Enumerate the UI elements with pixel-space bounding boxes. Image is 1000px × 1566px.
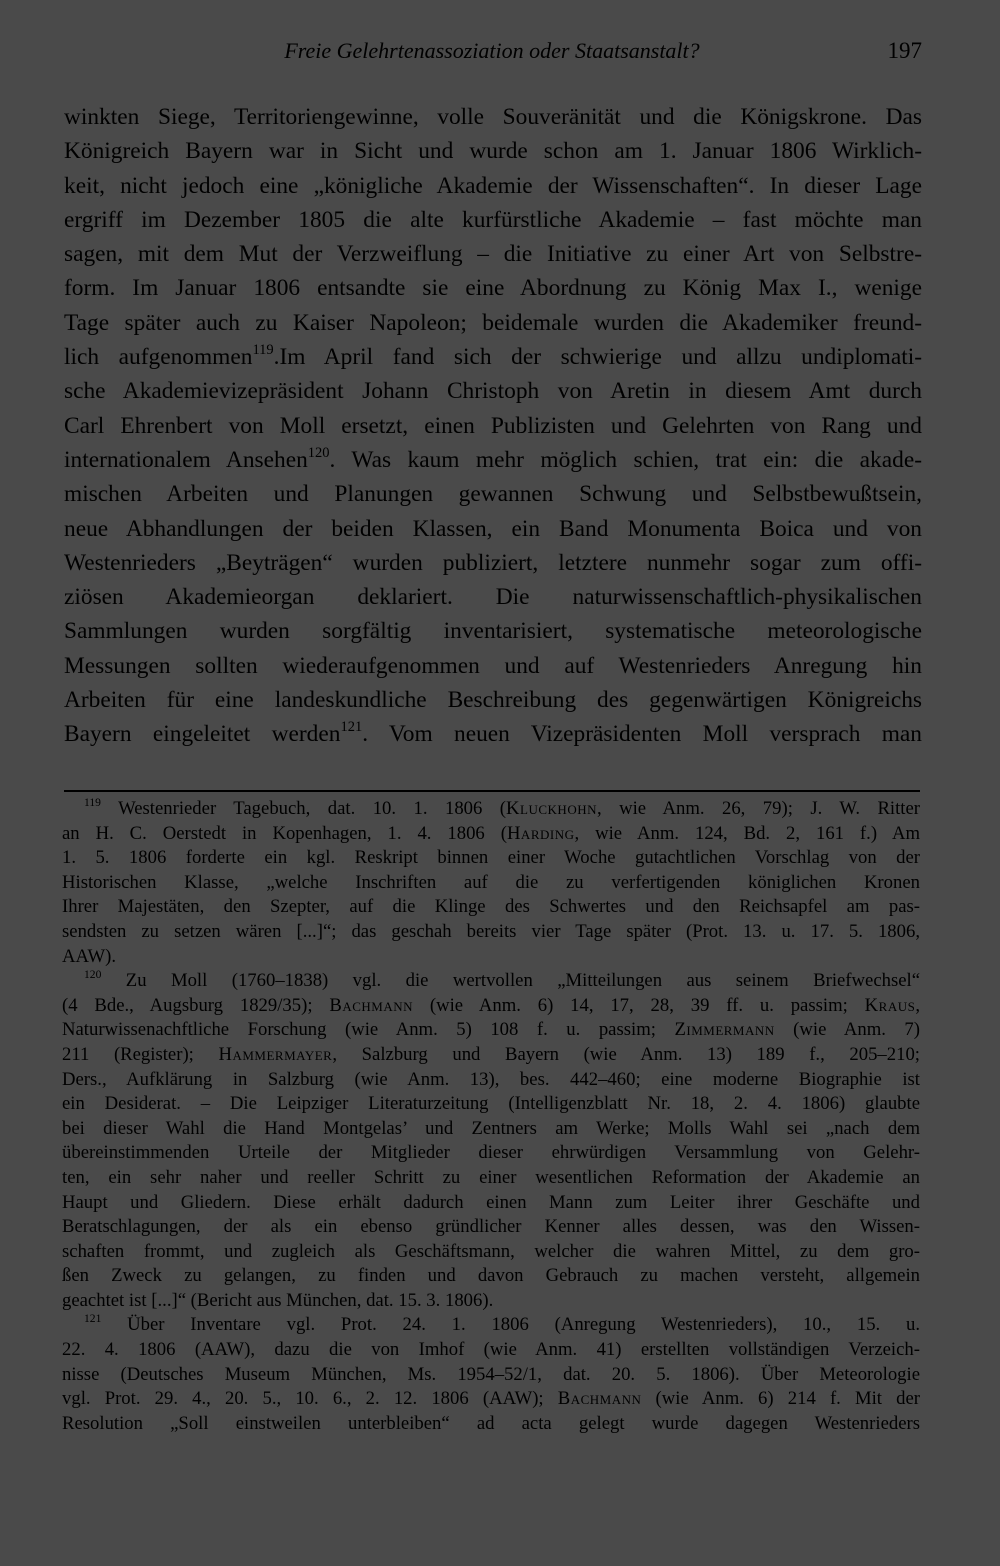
text-line <box>64 717 922 751</box>
footnotes <box>62 797 920 1436</box>
footnote-line: Resolution „Soll einstweilen unterbleiben“ ad acta gelegt wurde dagegen Westenrieders <box>62 1412 920 1434</box>
page-number: 197 <box>887 38 922 63</box>
text-line: Sammlungen wurden sorgfältig inventarisiert, systematische meteorologische <box>64 618 922 645</box>
footnote-line: 22. 4. 1806 (AAW), dazu die von Imhof (wie Anm. 41) erstellten vollständigen Verzeich- <box>62 1339 920 1361</box>
text-fragment: internationalem Ansehen <box>64 446 308 473</box>
footnote-text: Naturwissenachftliche Forschung (wie Anm. 5) 108 f. u. passim; <box>62 1019 675 1041</box>
text-line: sagen, mit dem Mut der Verzweiflung – die Initiative zu einer Art von Selbstre- <box>64 241 922 268</box>
text-line: form. Im Januar 1806 entsandte sie eine Abordnung zu König Max I., wenige <box>64 275 922 302</box>
footnote-text: , Salzburg und Bayern (wie Anm. 13) 189 f., 205–210; <box>332 1043 920 1065</box>
footnote-line <box>62 1313 920 1338</box>
text-line: winkten Siege, Territoriengewinne, volle Souveränität und die Königskrone. Das <box>64 104 922 130</box>
footnote-line: Ihrer Majestäten, den Szepter, auf die Klinge des Schwertes und den Reichsapfel am pas- <box>62 896 920 918</box>
footnote-line: schaften frommt, und zugleich als Geschäftsmann, welcher die wahren Mittel, zu dem gro- <box>62 1240 920 1262</box>
text-fragment: lich aufgenommen <box>64 344 253 371</box>
footnote-text: an H. C. Oerstedt in Kopenhagen, 1. 4. 1806 ( <box>62 822 507 844</box>
text-line: Carl Ehrenbert von Moll ersetzt, einen Publizisten und Gelehrten von Rang und <box>64 412 922 439</box>
text-fragment: . Vom neuen Vizepräsidenten Moll versprach man <box>362 721 922 748</box>
footnote-text: , <box>915 994 921 1016</box>
footnote-line: geachtet ist [...]“ (Bericht aus München, dat. 15. 3. 1806). <box>62 1289 494 1311</box>
footnote-line: Ders., Aufklärung in Salzburg (wie Anm. 13), bes. 442–460; eine moderne Biographie ist <box>62 1068 920 1090</box>
footnote-line <box>62 994 920 1019</box>
text-line: mischen Arbeiten und Planungen gewannen Schwung und Selbstbewußtsein, <box>64 481 922 508</box>
page-header <box>62 34 922 68</box>
footnote-ref[interactable]: 121 <box>340 719 363 736</box>
footnote-text: (4 Bde., Augsburg 1829/35); <box>62 994 330 1016</box>
footnote-number: 120 <box>84 967 102 981</box>
footnote-text: , wie Anm. 124, Bd. 2, 161 f.) Am <box>574 822 920 844</box>
footnote-line: Historischen Klasse, „welche Inschriften auf die zu verfertigenden königlichen Kronen <box>62 871 920 893</box>
author-name: Bachmann <box>329 994 414 1016</box>
footnote-ref[interactable]: 119 <box>252 341 274 358</box>
footnote-line <box>62 969 920 994</box>
text-line: Arbeiten für eine landeskundliche Beschreibung des gegenwärtigen Königreichs <box>64 687 922 714</box>
text-line: keit, nicht jedoch eine „königliche Akademie der Wissenschaften“. In dieser Lage <box>64 172 922 199</box>
footnote-text: (wie Anm. 7) <box>774 1019 920 1041</box>
footnote-ref[interactable]: 120 <box>307 444 330 461</box>
text-line <box>64 443 922 477</box>
footnote-line <box>62 1018 920 1043</box>
author-name: Kluckhohn <box>506 798 597 819</box>
footnote-line: Beratschlagungen, der als ein ebenso gründlicher Kenner alles dessen, was den Wissen- <box>62 1216 920 1238</box>
text-fragment: Bayern eingeleitet werden <box>64 721 341 748</box>
footnote-line: ten, ein sehr naher und reeller Schritt zu einer wesentlichen Reformation der Akademie an <box>62 1166 920 1188</box>
author-name: Harding <box>506 822 575 844</box>
footnote-line <box>62 822 920 847</box>
footnote-line <box>62 1043 920 1068</box>
footnote-number: 119 <box>84 795 101 809</box>
text-fragment: .Im April fand sich der schwierige und allzu undiplomati- <box>273 344 922 371</box>
footnote-line: AAW). <box>62 945 117 967</box>
author-name: Zimmermann <box>674 1019 775 1041</box>
footnote-line: 1. 5. 1806 forderte ein kgl. Reskript binnen einer Woche gutachtlichen Vorschlag von der <box>62 847 920 869</box>
text-line <box>64 340 922 374</box>
text-line: Königreich Bayern war in Sicht und wurde schon am 1. Januar 1806 Wirklich- <box>64 138 922 165</box>
footnote-line: sendsten zu setzen wären [...]“; das geschah bereits vier Tage später (Prot. 13. u. 17. 5. 1806, <box>62 920 920 942</box>
footnote-line <box>62 1387 920 1412</box>
footnote-text: vgl. Prot. 29. 4., 20. 5., 10. 6., 2. 12. 1806 (AAW); <box>62 1388 558 1410</box>
text-line: sche Akademievizepräsident Johann Christoph von Aretin in diesem Amt durch <box>64 378 922 405</box>
text-line: Westenrieders „Beyträgen“ wurden publiziert, letztere nunmehr sogar zum offi- <box>64 549 922 576</box>
author-name: Bachmann <box>557 1388 642 1410</box>
main-text <box>64 100 922 752</box>
text-line: Messungen sollten wiederaufgenommen und auf Westenrieders Anregung hin <box>64 652 922 679</box>
footnote-line: übereinstimmenden Urteile der Mitglieder dieser ehrwürdigen Versammlung von Gelehr- <box>62 1142 920 1164</box>
footnote-line: ßen Zweck zu gelangen, zu finden und davon Gebrauch zu machen versteht, allgemein <box>62 1265 920 1287</box>
running-title: Freie Gelehrtenassoziation oder Staatsanstalt? <box>284 38 700 63</box>
footnote-text: 211 (Register); <box>62 1043 219 1065</box>
footnote-line: Haupt und Gliedern. Diese erhält dadurch einen Mann zum Leiter ihrer Geschäfte und <box>62 1191 920 1213</box>
footnote-text: Zu Moll (1760–1838) vgl. die wertvollen „Mitteilungen aus seinem Briefwechsel“ <box>125 970 921 992</box>
text-line: ergriff im Dezember 1805 die alte kurfürstliche Akademie – fast möchte man <box>64 206 922 233</box>
footnote-separator <box>64 790 920 792</box>
footnote-text: , wie Anm. 26, 79); J. W. Ritter <box>596 798 921 819</box>
footnote-line <box>62 797 920 822</box>
author-name: Kraus <box>864 994 916 1016</box>
footnote-line: bei dieser Wahl die Hand Montgelas’ und Zentners am Werke; Molls Wahl sei „nach dem <box>62 1117 920 1139</box>
footnote-text: Westenrieder Tagebuch, dat. 10. 1. 1806 ( <box>118 798 507 819</box>
footnote-text: (wie Anm. 6) 214 f. Mit der <box>641 1388 920 1410</box>
author-name: Hammermayer <box>218 1043 333 1065</box>
footnote-line: nisse (Deutsches Museum München, Ms. 1954–52/1, dat. 20. 5. 1806). Über Meteorologie <box>62 1363 920 1385</box>
footnote-line: ein Desiderat. – Die Leipziger Literaturzeitung (Intelligenzblatt Nr. 18, 2. 4. 1806) glaubte <box>62 1093 920 1115</box>
footnote-text: (wie Anm. 6) 14, 17, 28, 39 ff. u. passim; <box>413 994 865 1016</box>
text-line: neue Abhandlungen der beiden Klassen, ein Band Monumenta Boica und von <box>64 515 922 542</box>
text-fragment: . Was kaum mehr möglich schien, trat ein: die akade- <box>329 446 922 473</box>
footnote-text: Über Inventare vgl. Prot. 24. 1. 1806 (Anregung Westenrieders), 10., 15. u. <box>127 1314 920 1336</box>
footnote-number: 121 <box>84 1312 102 1326</box>
text-line: Tage später auch zu Kaiser Napoleon; beidemale wurden die Akademiker freund- <box>64 309 922 336</box>
text-line: ziösen Akademieorgan deklariert. Die naturwissenschaftlich-physikalischen <box>64 584 922 611</box>
